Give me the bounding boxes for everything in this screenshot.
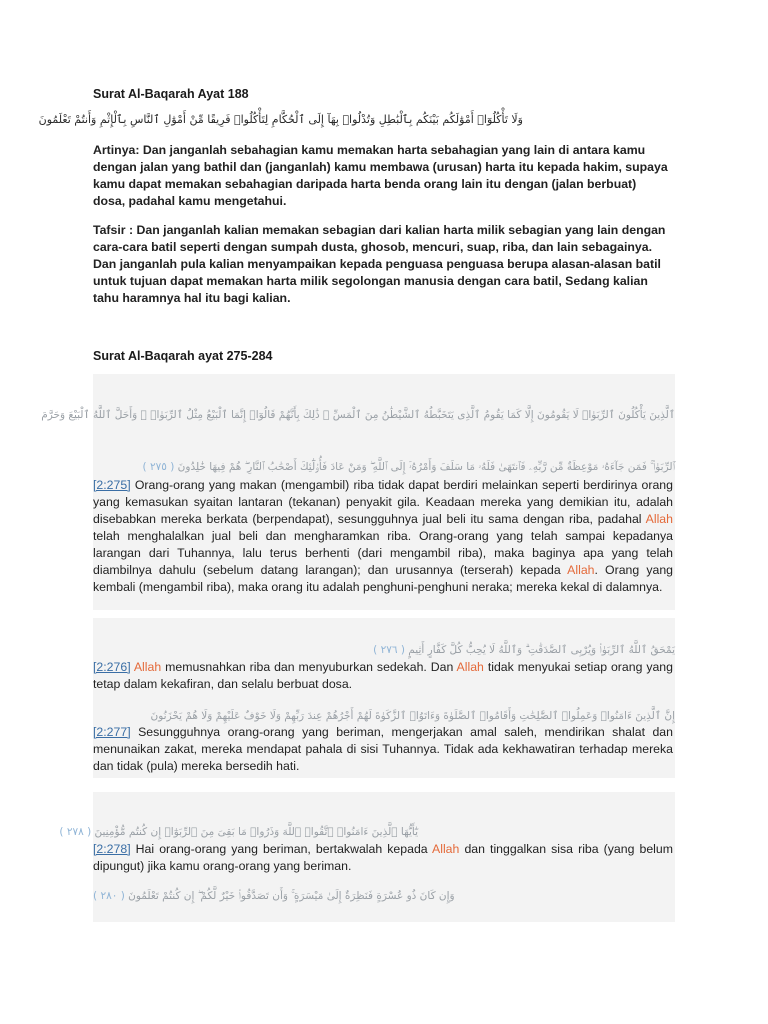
ayah-block-275: [41, 374, 675, 610]
section-title-275-284: Surat Al-Baqarah ayat 275-284: [93, 349, 273, 363]
allah-highlight: Allah: [432, 842, 460, 856]
ayah-arabic-277: إِنَّ ٱلَّذِينَ ءَامَنُوا۟ وَعَمِلُوا۟ ٱلصَّٰلِحَٰتِ وَأَقَامُوا۟ ٱلصَّلَوٰةَ وَءَاتَوُا۟ ٱلزَّكَوٰةَ لَهُمْ أَجْرُهُمْ عِندَ رَبِّهِمْ وَلَا خَوْفٌ عَلَيْهِمْ وَلَا هُمْ يَحْزَنُونَ: [150, 710, 675, 722]
arabic-verse-188: وَلَا تَأْكُلُوٓا۟ أَمْوَٰلَكُم بَيْنَكُم بِٱلْبَٰطِلِ وَتُدْلُوا۟ بِهَآ إِلَى ٱلْحُكَّامِ لِتَأْكُلُوا۟ فَرِيقًا مِّنْ أَمْوَٰلِ ٱلنَّاسِ بِٱلْإِثْمِ وَأَنتُمْ تَعْلَمُونَ: [38, 113, 523, 126]
ayah-arabic-275-line2: [93, 461, 675, 474]
allah-highlight: Allah: [133, 660, 162, 674]
ayah-ref-link[interactable]: [2:278]: [93, 842, 131, 856]
ayah-ref-link[interactable]: [2:275]: [93, 478, 131, 492]
ayah-translation-275: [2:275] Orang-orang yang makan (mengambil) riba tidak dapat berdiri melainkan seperti berdirinya orang yang kemasukan syaitan lantaran (tekanan) penyakit gila. Keadaan mereka yang demikian itu, adalah disebabkan mereka berkata (berpendapat), sesungguhnya jual beli itu sama dengan riba, padahal Allah telah menghalalkan jual beli dan mengharamkan riba. Orang-orang yang telah sampai kepadanya larangan dari Tuhannya, lalu terus berhenti (dari mengambil riba), maka baginya apa yang telah diambilnya dahulu (sebelum datang larangan); dan urusannya (terserah) kepada Allah. Orang yang kembali (mengambil riba), maka orang itu adalah penghuni-penghuni neraka; mereka kekal di dalamnya.: [93, 478, 673, 594]
ayah-arabic-280: ( ٢٨٠ ) وَإِن كَانَ ذُو عُسْرَةٍ فَنَظِرَةٌ إِلَىٰ مَيْسَرَةٍ ۚ وَأَن تَصَدَّقُوا۟ خَيْرٌ لَّكُمْ ۖ إِن كُنتُمْ تَعْلَمُونَ: [93, 890, 455, 902]
allah-highlight: Allah: [567, 563, 595, 577]
ayah-arabic-275-text: ٱلرِّبَوٰا۟ ۚ فَمَن جَآءَهُۥ مَوْعِظَةٌ مِّن رَّبِّهِۦ فَٱنتَهَىٰ فَلَهُۥ مَا سَلَفَ وَأَمْرُهُۥٓ إِلَى ٱللَّهِ ۖ وَمَنْ عَادَ فَأُو۟لَٰٓئِكَ أَصْحَٰبُ ٱلنَّارِ ۖ هُمْ فِيهَا خَٰلِدُونَ: [177, 461, 675, 473]
tafsir-188: Tafsir : Dan janganlah kalian memakan sebagian dari kalian harta milik sebagian yang lain dengan cara-cara batil seperti dengan sumpah dusta, ghosob, mencuri, suap, riba, dan lain sebagainya. Dan janganlah pula kalian menyampaikan kepada penguasa penguasa berupa alasan-alasan batil untuk tujuan dapat memakan harta milik segolongan manusia dengan cara batil, Sedang kalian tahu haramnya hal itu bagi kalian.: [93, 223, 666, 305]
ayah-number-marker: ( ٢٨٠ ): [93, 890, 125, 902]
ayah-arabic-275-line1: ٱلَّذِينَ يَأْكُلُونَ ٱلرِّبَوٰا۟ لَا يَقُومُونَ إِلَّا كَمَا يَقُومُ ٱلَّذِى يَتَخَبَّطُهُ ٱلشَّيْطَٰنُ مِنَ ٱلْمَسِّ ۚ ذَٰلِكَ بِأَنَّهُمْ قَالُوٓا۟ إِنَّمَا ٱلْبَيْعُ مِثْلُ ٱلرِّبَوٰا۟ ۗ وَأَحَلَّ ٱللَّهُ ٱلْبَيْعَ وَحَرَّمَ: [41, 409, 675, 421]
ayah-ref-link[interactable]: [2:277]: [93, 725, 131, 739]
ayah-ref-link[interactable]: [2:276]: [93, 660, 131, 674]
ayah-translation-277: [2:277] Sesungguhnya orang-orang yang beriman, mengerjakan amal saleh, mendirikan shalat dan menunaikan zakat, mereka mendapat pahala di sisi Tuhannya. Tidak ada kekhawatiran terhadap mereka dan tidak (pula) mereka bersedih hati.: [93, 725, 673, 773]
translation-188: Artinya: Dan janganlah sebahagian kamu memakan harta sebahagian yang lain di antara kamu dengan jalan yang bathil dan (janganlah) kamu membawa (urusan) harta itu kepada hakim, supaya kamu dapat memakan sebahagian daripada harta benda orang lain itu dengan (jalan berbuat) dosa, padahal kamu mengetahui.: [93, 143, 668, 208]
ayah-block-276-277: [93, 618, 675, 778]
ayah-arabic-278: يَٰٓأَيُّهَا ٱلَّذِينَ ءَامَنُوا۟ ٱتَّقُوا۟ ٱللَّهَ وَذَرُوا۟ مَا بَقِىَ مِنَ ٱلرِّبَوٰٓا۟ إِن كُنتُم مُّؤْمِنِينَ ( ٢٧٨ ): [59, 826, 418, 838]
ayah-number-marker: ( ٢٧٨ ): [59, 826, 92, 838]
ayah-number-marker: ( ٢٧٥ ): [142, 461, 175, 473]
ayah-number-marker: ( ٢٧٦ ): [373, 644, 405, 656]
ayah-block-278-280: [59, 792, 675, 922]
ayah-arabic-276: يَمْحَقُ ٱللَّهُ ٱلرِّبَوٰا۟ وَيُرْبِى ٱلصَّدَقَٰتِ ۗ وَٱللَّهُ لَا يُحِبُّ كُلَّ كَفَّارٍ أَثِيمٍ ( ٢٧٦ ): [373, 644, 675, 656]
allah-highlight: Allah: [456, 660, 484, 674]
ayah-translation-278: [2:278] Hai orang-orang yang beriman, bertakwalah kepada Allah dan tinggalkan sisa riba (yang belum dipungut) jika kamu orang-orang yang beriman.: [93, 842, 673, 873]
ayah-translation-276: [2:276] Allah memusnahkan riba dan menyuburkan sedekah. Dan Allah tidak menyukai setiap orang yang tetap dalam kekafiran, dan selalu berbuat dosa.: [93, 660, 673, 691]
section-title-188: Surat Al-Baqarah Ayat 188: [93, 87, 249, 101]
allah-highlight: Allah: [645, 512, 673, 526]
